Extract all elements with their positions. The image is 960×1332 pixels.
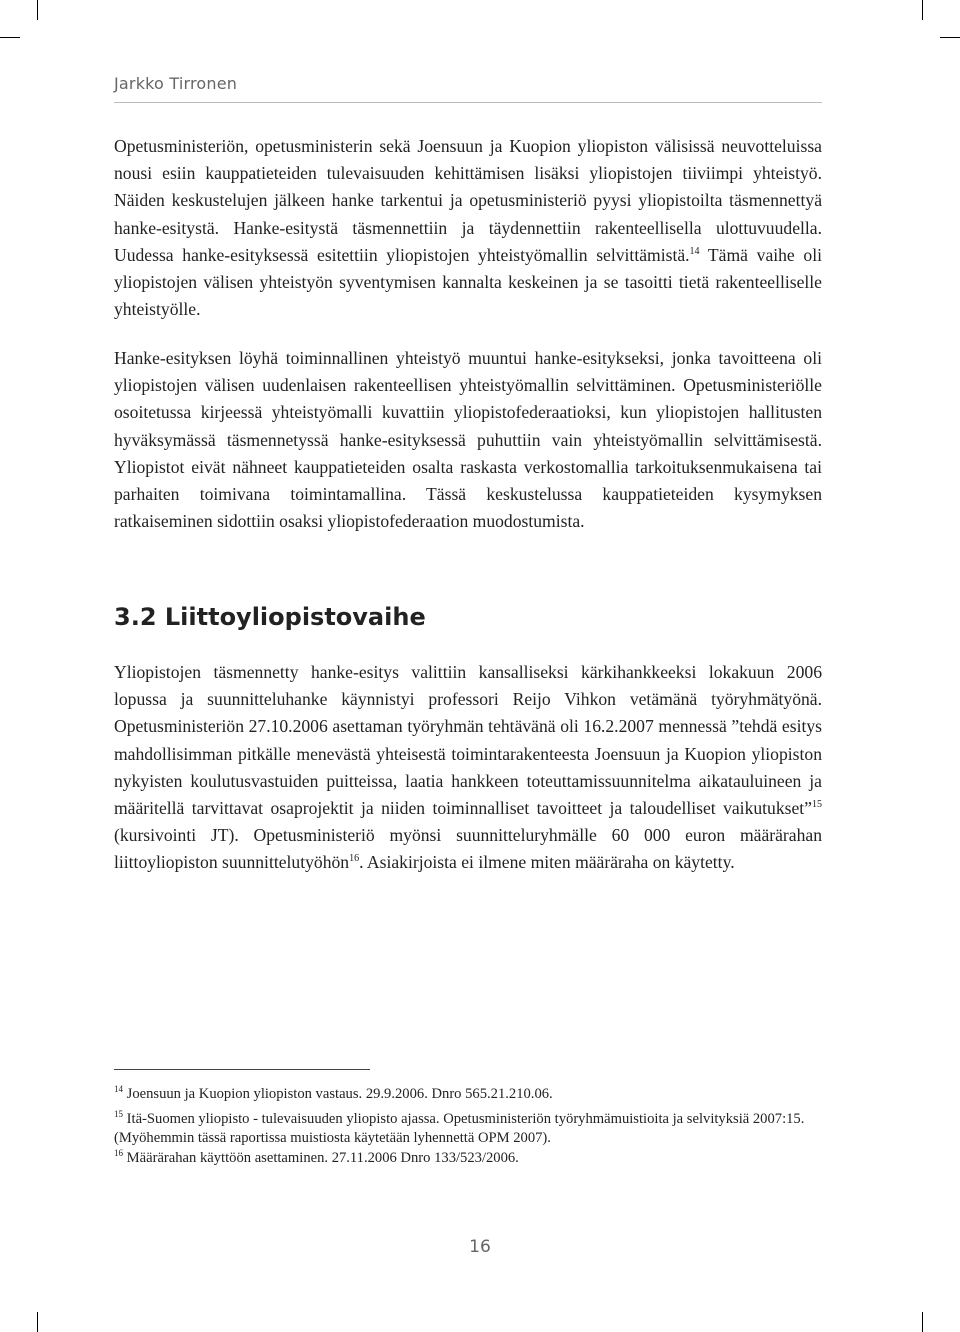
footnote-ref-16: 16 (349, 853, 360, 865)
section-heading: 3.2 Liittoyliopistovaihe (114, 603, 426, 631)
footnote-15 (114, 1110, 822, 1148)
footnotes (114, 1085, 822, 1168)
footnote-ref-15: 15 (812, 799, 822, 811)
running-header-author: Jarkko Tirronen (114, 74, 238, 93)
header-rule (114, 102, 822, 103)
crop-mark-top-right-horizontal (940, 37, 960, 38)
crop-mark-bottom-right-vertical (922, 1312, 923, 1332)
footnote-16 (114, 1149, 822, 1168)
footnote-ref-14: 14 (689, 245, 700, 257)
paragraph-2: Hanke-esityksen löyhä toiminnallinen yhteistyö muuntui hanke-esitykseksi, jonka tavoitteena oli yliopistojen välisen uudenlaisen rakenteellisen yhteistyömallin selvittäminen. Opetusministeriölle osoitetussa kirjeessä yhteistyömalli kuvattiin yliopistofederaatioksi, kun yliopistojen hallitusten hyväksymässä täsmennetyssä hanke-esityksessä puhuttiin vain yhteistyömallin selvittämisestä. Yliopistot eivät nähneet kauppatieteiden osalta raskasta verkostomallia tarkoituksenmukaisena tai parhaiten toimivana toimintamallina. Tässä keskustelussa kauppatieteiden kysymyksen ratkaiseminen sidottiin osaksi yliopistofederaation muodostumista. (114, 348, 822, 532)
paragraph-3 (114, 659, 822, 877)
crop-mark-bottom-left-vertical (37, 1312, 38, 1332)
footnote-rule (114, 1069, 370, 1070)
footnote-text: Itä-Suomen yliopisto - tulevaisuuden yliopisto ajassa. Opetusministeriön työryhmämuistioita ja selvityksiä 2007:15. (Myöhemmin tässä raportissa muistiosta käytetään lyhennettä OPM 2007). (114, 1111, 805, 1146)
footnote-text: Määrärahan käyttöön asettaminen. 27.11.2006 Dnro 133/523/2006. (123, 1150, 519, 1166)
paragraph-3-text-c: . Asiakirjoista ei ilmene miten määräraha on käytetty. (359, 852, 735, 873)
footnote-number: 14 (114, 1084, 123, 1095)
footnote-number: 16 (114, 1148, 123, 1159)
paragraph-1 (114, 133, 822, 323)
page-number: 16 (469, 1237, 491, 1257)
footnote-14 (114, 1085, 822, 1104)
crop-mark-top-left-vertical (37, 0, 38, 20)
paragraph-1-text-b: Tämä vaihe oli yliopistojen välisen yhteistyön syventymisen kannalta keskeinen ja se tasoitti tietä rakenteelliselle yhteistyölle. (114, 244, 822, 320)
crop-mark-top-left-horizontal (0, 37, 20, 38)
footnote-text: Joensuun ja Kuopion yliopiston vastaus. 29.9.2006. Dnro 565.21.210.06. (123, 1086, 553, 1102)
paragraph-3-text-a: Yliopistojen täsmennetty hanke-esitys valittiin kansalliseksi kärkihankkeeksi lokakuun 2006 lopussa ja suunnitteluhanke käynnistyi professori Reijo Vihkon vetämänä työryhmätyönä. Opetusministeriön 27.10.2006 asettaman työryhmän tehtävänä oli 16.2.2007 mennessä ”tehdä esitys mahdollisimman pitkälle menevästä yhteisestä toimintarakenteesta Joensuun ja Kuopion yliopiston nykyisten koulutusvastuiden puitteissa, laatia hankkeen toteuttamissuunnitelma aikatauluineen ja määritellä tarvittavat osaprojektit ja niiden toiminnalliset tavoitteet ja taloudelliset vaikutukset” (114, 662, 822, 819)
paragraph-1-text-a: Opetusministeriön, opetusministerin sekä Joensuun ja Kuopion yliopiston välisissä neuvotteluissa nousi esiin kauppatieteiden tulevaisuuden kehittämisen lisäksi yliopistojen tiiviimpi yhteistyö. Näiden keskustelujen jälkeen hanke tarkentui ja opetusministeriö pyysi yliopistoilta täsmennettyä hanke-esitystä. Hanke-esitystä täsmennettiin ja täydennettiin rakenteellisella ulottuvuudella. Uudessa hanke-esityksessä esitettiin yliopistojen yhteistyömallin selvittämistä. (114, 136, 822, 265)
footnote-number: 15 (114, 1109, 123, 1120)
crop-mark-top-right-vertical (922, 0, 923, 20)
paragraph-3-text-b: (kursivointi JT). Opetusministeriö myönsi suunnitteluryhmälle 60 000 euron määrärahan liittoyliopiston suunnittelutyöhön (114, 825, 822, 873)
